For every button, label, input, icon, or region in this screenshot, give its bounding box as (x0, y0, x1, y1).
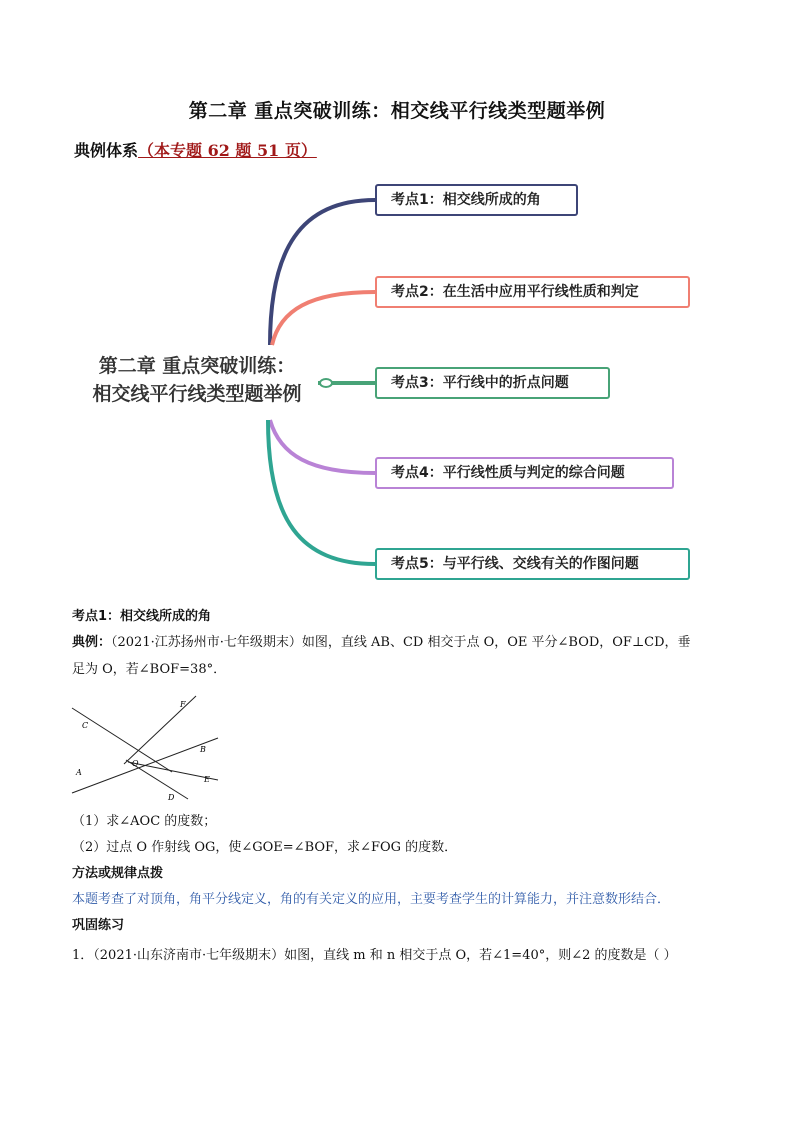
mindmap-node-5: 考点5：与平行线、交线有关的作图问题 (375, 548, 690, 580)
label-F: F (180, 700, 186, 709)
mindmap-node-2: 考点2：在生活中应用平行线性质和判定 (375, 276, 690, 308)
geometry-figure (68, 694, 228, 806)
example-text: （2021·江苏扬州市·七年级期末）如图，直线 AB、CD 相交于点 O，OE 平分∠BOD，OF⊥CD，垂 (111, 635, 691, 650)
page-title: 第二章 重点突破训练：相交线平行线类型题举例 (188, 100, 606, 122)
question-1: （1）求∠AOC 的度数； (72, 814, 217, 829)
label-O: O (132, 759, 139, 768)
mindmap-node-4: 考点4：平行线性质与判定的综合问题 (375, 457, 674, 489)
label-A: A (76, 768, 82, 777)
section1-heading: 考点1：相交线所成的角 (72, 609, 212, 624)
mindmap-node-3: 考点3：平行线中的折点问题 (375, 367, 610, 399)
example-line2: 足为 O，若∠BOF=38°． (72, 662, 227, 677)
subtitle-highlight: （本专题 62 题 51 页） (138, 141, 317, 160)
mindmap-center-line1: 第二章 重点突破训练： (98, 355, 296, 377)
label-B: B (200, 745, 206, 754)
method-text: 本题考查了对顶角，角平分线定义，角的有关定义的应用，主要考查学生的计算能力，并注意数形结合． (72, 892, 671, 907)
practice-1: 1．（2021·山东济南市·七年级期末）如图，直线 m 和 n 相交于点 O，若∠1=40°，则∠2 的度数是（ ） (72, 948, 677, 963)
practice-heading: 巩固练习 (72, 918, 125, 933)
question-2: （2）过点 O 作射线 OG，使∠GOE=∠BOF，求∠FOG 的度数． (72, 840, 458, 855)
method-heading: 方法或规律点拨 (72, 866, 164, 881)
mindmap-center (72, 352, 322, 408)
label-D: D (168, 793, 175, 802)
example-label: 典例： (72, 635, 112, 650)
mindmap-center-line2: 相交线平行线类型题举例 (92, 383, 302, 405)
label-C: C (82, 721, 89, 730)
subtitle-prefix: 典例体系 (74, 141, 139, 160)
example-line1 (72, 630, 722, 656)
label-E: E (204, 775, 210, 784)
mindmap-node-1: 考点1：相交线所成的角 (375, 184, 578, 216)
